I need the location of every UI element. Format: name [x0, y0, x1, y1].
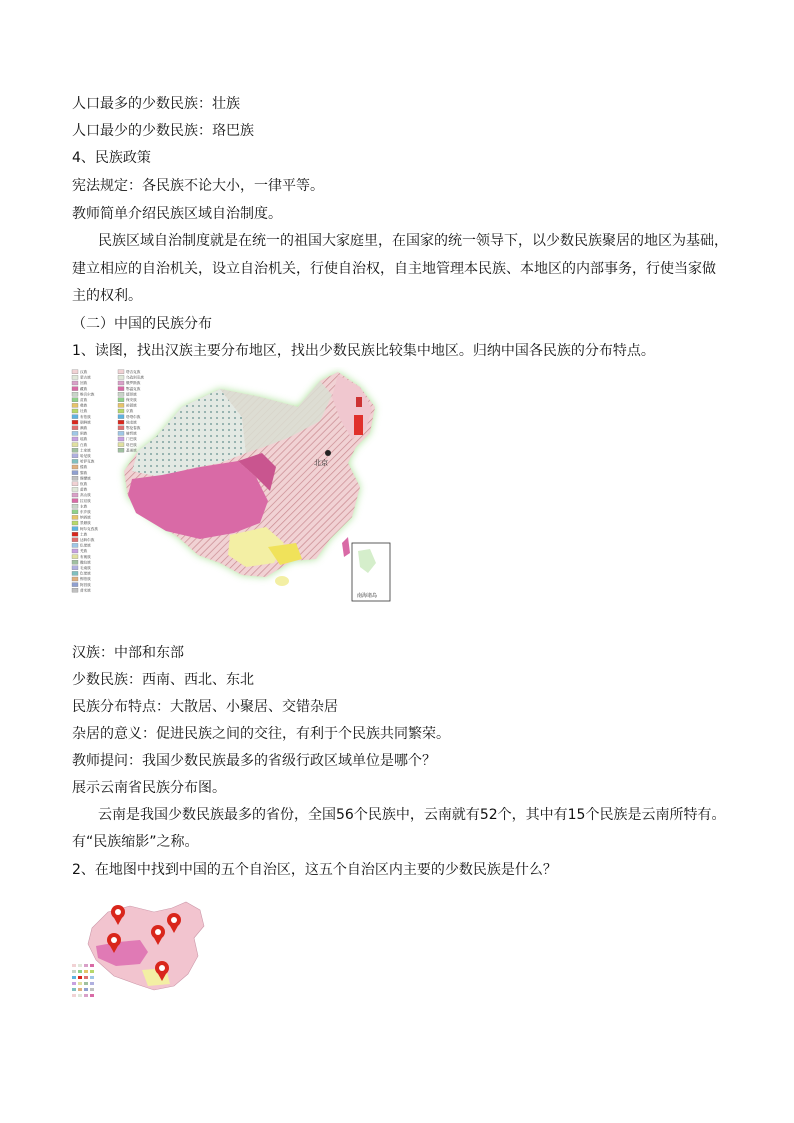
small-legend-swatch: [84, 982, 88, 985]
para-yunnan-line1: 云南是我国少数民族最多的省份，全国56个民族中，云南就有52个，其中有15个民族是云南所特有。: [98, 807, 726, 823]
legend-label: 水族: [80, 504, 88, 509]
small-legend-swatch: [78, 976, 82, 979]
answer-han: 汉族：中部和东部: [72, 645, 184, 661]
para-yunnan-line2: 有“民族缩影”之称。: [72, 834, 199, 850]
small-legend-swatch: [90, 994, 94, 997]
small-legend-swatch: [84, 970, 88, 973]
small-legend-swatch: [72, 994, 76, 997]
para-teacher-intro: 教师简单介绍民族区域自治制度。: [72, 206, 282, 222]
teacher-question: 教师提问：我国少数民族最多的省级行政区域单位是哪个？: [72, 753, 436, 769]
legend-label: 傈僳族: [80, 476, 91, 481]
legend-swatch: [72, 370, 78, 374]
question-1: 1、读图，找出汉族主要分布地区，找出少数民族比较集中地区。归纳中国各民族的分布特点。: [72, 343, 655, 359]
legend-label: 朝鲜族: [80, 420, 91, 425]
show-yunnan-map: 展示云南省民族分布图。: [72, 780, 226, 796]
legend-label: 哈尼族: [80, 454, 91, 458]
legend-label: 景颇族: [80, 521, 91, 526]
legend-swatch: [72, 499, 78, 503]
para-autonomy-line2: 建立相应的自治机关，设立自治机关，行使自治权，自主地管理本民族、本地区的内部事务，行使当家做: [72, 261, 716, 277]
small-legend-swatch: [78, 994, 82, 997]
legend-label: 保安族: [126, 398, 137, 402]
legend-swatch: [72, 538, 78, 542]
small-legend-swatch: [72, 964, 76, 967]
legend-swatch: [72, 504, 78, 508]
small-legend-swatch: [72, 976, 76, 979]
legend-label: 基诺族: [126, 448, 137, 453]
legend-label: 佤族: [80, 482, 88, 486]
legend-label: 土族: [80, 532, 88, 537]
legend-swatch: [118, 415, 124, 419]
legend-label: 傣族: [80, 465, 88, 470]
legend-label: 俄罗斯族: [126, 381, 141, 386]
legend-swatch: [72, 588, 78, 592]
legend-label: 达斡尔族: [80, 538, 95, 542]
heading-distribution: （二）中国的民族分布: [72, 316, 212, 332]
taiwan-region: [342, 537, 350, 557]
para-constitution: 宪法规定：各民族不论大小，一律平等。: [72, 178, 324, 194]
legend-label: 高山族: [80, 493, 91, 498]
legend-label: 哈萨克族: [80, 459, 95, 464]
legend-label: 鄂伦春族: [126, 426, 141, 430]
legend-label: 土家族: [80, 448, 91, 453]
legend-label: 白族: [80, 442, 88, 447]
legend-label: 门巴族: [126, 437, 137, 442]
heading-ethnic-policy: 4、民族政策: [72, 150, 151, 166]
small-legend-swatch: [90, 976, 94, 979]
legend-label: 柯尔克孜族: [80, 526, 98, 531]
legend-label: 藏族: [80, 386, 88, 391]
legend-swatch: [72, 471, 78, 475]
legend-swatch: [118, 403, 124, 407]
beijing-marker: [325, 450, 331, 456]
legend-swatch: [72, 515, 78, 519]
hainan-region: [275, 576, 289, 586]
legend-swatch: [72, 476, 78, 480]
small-legend-swatch: [90, 964, 94, 967]
legend-swatch: [72, 465, 78, 469]
legend-swatch: [72, 375, 78, 379]
ethnic-distribution-map: [70, 367, 394, 605]
legend-label: 畲族: [80, 487, 88, 492]
legend-label: 撒拉族: [80, 560, 91, 565]
small-legend-swatch: [78, 970, 82, 973]
legend-swatch: [72, 566, 78, 570]
legend-swatch: [118, 431, 124, 435]
legend-swatch: [72, 448, 78, 452]
small-legend-swatch: [78, 964, 82, 967]
small-legend-swatch: [84, 994, 88, 997]
legend-swatch: [72, 459, 78, 463]
legend-swatch: [72, 493, 78, 497]
legend-label: 仡佬族: [80, 571, 91, 576]
legend-swatch: [118, 392, 124, 396]
small-legend-swatch: [72, 988, 76, 991]
legend-swatch: [72, 398, 78, 402]
legend-label: 普米族: [80, 588, 91, 593]
small-legend-swatch: [90, 970, 94, 973]
legend-swatch: [72, 577, 78, 581]
legend-label: 汉族: [80, 370, 88, 374]
small-legend-swatch: [90, 988, 94, 991]
legend-label: 乌孜别克族: [126, 375, 144, 380]
legend-swatch: [72, 387, 78, 391]
legend-label: 侗族: [80, 431, 88, 436]
korean-area-north: [356, 397, 362, 407]
south-sea-label: 南海诸岛: [357, 593, 378, 599]
legend-label: 塔塔尔族: [126, 414, 141, 419]
legend-label: 苗族: [80, 398, 88, 402]
legend-swatch: [118, 437, 124, 441]
small-legend-swatch: [90, 982, 94, 985]
legend-swatch: [72, 409, 78, 413]
legend-label: 回族: [80, 381, 88, 386]
legend-label: 锡伯族: [80, 577, 91, 582]
legend-label: 彝族: [80, 403, 88, 408]
legend-swatch: [72, 549, 78, 553]
legend-swatch: [72, 521, 78, 525]
legend-swatch: [72, 420, 78, 424]
legend-swatch: [72, 381, 78, 385]
autonomous-regions-map: [70, 898, 220, 1004]
legend-label: 毛南族: [80, 566, 91, 570]
legend-swatch: [118, 409, 124, 413]
legend-label: 拉祜族: [80, 498, 91, 503]
legend-label: 德昂族: [126, 392, 137, 397]
answer-mixed-living: 杂居的意义：促进民族之间的交往，有利于个民族共同繁荣。: [72, 726, 450, 742]
legend-label: 瑶族: [80, 437, 88, 442]
legend-label: 黎族: [80, 470, 88, 475]
legend-swatch: [118, 398, 124, 402]
legend-swatch: [72, 510, 78, 514]
legend-label: 赫哲族: [126, 431, 137, 436]
legend-swatch: [72, 555, 78, 559]
legend-swatch: [118, 370, 124, 374]
legend-swatch: [72, 543, 78, 547]
legend-label: 布依族: [80, 414, 91, 419]
legend-swatch: [118, 426, 124, 430]
legend-swatch: [72, 482, 78, 486]
legend-label: 布朗族: [80, 554, 91, 559]
question-2: 2、在地图中找到中国的五个自治区，这五个自治区内主要的少数民族是什么？: [72, 862, 557, 878]
answer-minorities: 少数民族：西南、西北、东北: [72, 672, 254, 688]
legend-label: 纳西族: [80, 515, 91, 520]
legend-label: 独龙族: [126, 420, 137, 425]
small-legend-swatch: [72, 982, 76, 985]
legend-label: 鄂温克族: [126, 386, 141, 391]
small-legend-swatch: [84, 976, 88, 979]
korean-area: [354, 415, 363, 435]
legend-label: 东乡族: [80, 510, 91, 514]
legend-label: 珞巴族: [126, 442, 137, 447]
legend-swatch: [72, 392, 78, 396]
para-smallest-minority: 人口最少的少数民族：珞巴族: [72, 123, 254, 139]
para-largest-minority: 人口最多的少数民族：壮族: [72, 96, 240, 112]
legend-label: 壮族: [80, 409, 88, 414]
legend-label: 蒙古族: [80, 375, 91, 380]
small-legend-swatch: [78, 982, 82, 985]
legend-label: 仫佬族: [80, 543, 91, 548]
legend-swatch: [72, 532, 78, 536]
legend-swatch: [72, 487, 78, 491]
legend-swatch: [118, 381, 124, 385]
legend-label: 裕固族: [126, 403, 137, 408]
legend-label: 阿昌族: [80, 582, 91, 587]
legend-swatch: [72, 571, 78, 575]
legend-swatch: [72, 437, 78, 441]
answer-distribution-features: 民族分布特点：大散居、小聚居、交错杂居: [72, 699, 338, 715]
legend-swatch: [72, 583, 78, 587]
para-autonomy-line3: 主的权利。: [72, 288, 142, 304]
legend-swatch: [72, 431, 78, 435]
para-autonomy-line1: 民族区域自治制度就是在统一的祖国大家庭里，在国家的统一领导下，以少数民族聚居的地区为基础，: [98, 233, 728, 249]
legend-swatch: [118, 387, 124, 391]
legend-swatch: [72, 560, 78, 564]
legend-swatch: [72, 403, 78, 407]
legend-swatch: [118, 443, 124, 447]
legend-swatch: [72, 454, 78, 458]
small-legend-swatch: [72, 970, 76, 973]
small-legend-swatch: [78, 988, 82, 991]
legend-swatch: [118, 375, 124, 379]
small-legend-swatch: [84, 964, 88, 967]
small-legend-swatch: [84, 988, 88, 991]
legend-swatch: [72, 443, 78, 447]
legend-swatch: [72, 426, 78, 430]
legend-swatch: [72, 527, 78, 531]
legend-swatch: [118, 448, 124, 452]
legend-swatch: [118, 420, 124, 424]
legend-label: 羌族: [80, 549, 88, 554]
legend-label: 京族: [126, 409, 134, 414]
legend-label: 维吾尔族: [80, 392, 95, 397]
legend-label: 满族: [80, 426, 88, 430]
legend-swatch: [72, 415, 78, 419]
legend-label: 塔吉克族: [126, 370, 141, 374]
beijing-label: 北京: [314, 459, 328, 467]
